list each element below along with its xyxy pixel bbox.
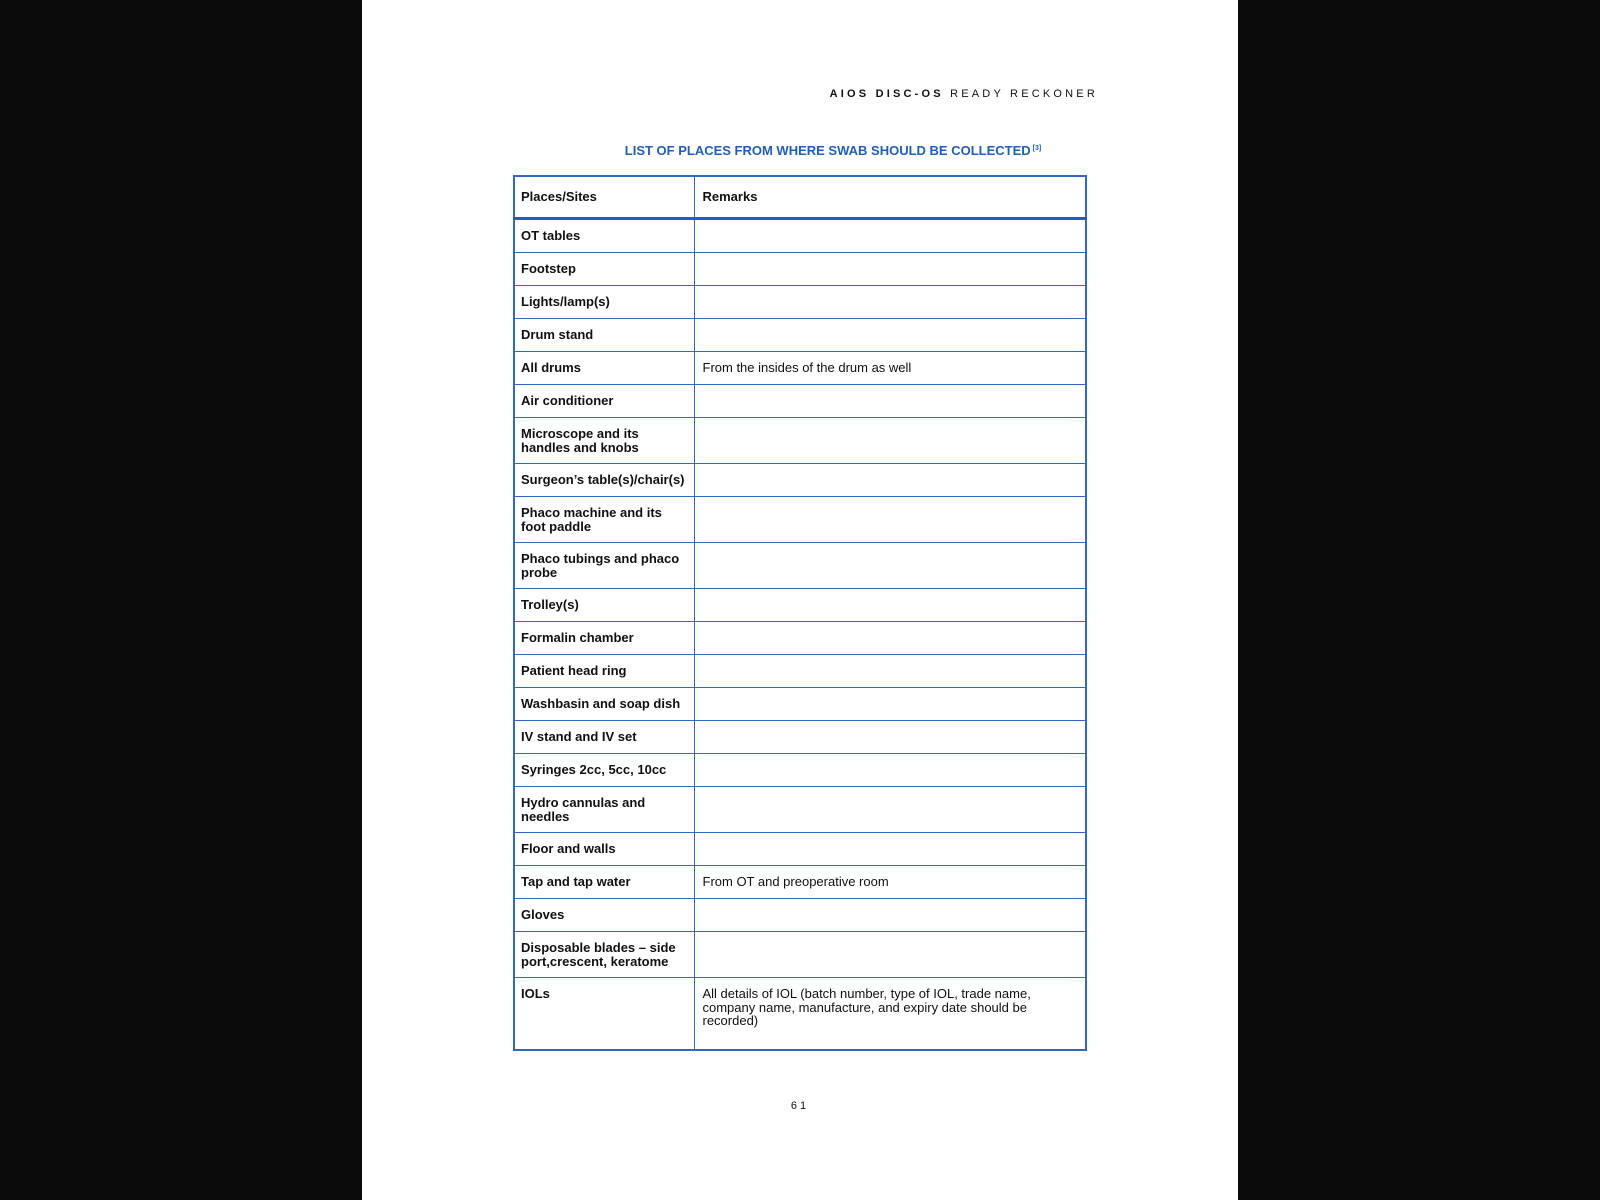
table-row <box>514 352 1086 385</box>
place-cell: Washbasin and soap dish <box>514 688 694 721</box>
remark-cell <box>694 497 1086 543</box>
place-cell: IV stand and IV set <box>514 721 694 754</box>
remark-cell <box>694 319 1086 352</box>
place-cell: OT tables <box>514 219 694 253</box>
remark-cell <box>694 787 1086 833</box>
table-row <box>514 219 1086 253</box>
remark-cell: From the insides of the drum as well <box>694 352 1086 385</box>
table-row <box>514 833 1086 866</box>
table-row <box>514 464 1086 497</box>
table-row <box>514 497 1086 543</box>
table-header-row <box>514 176 1086 219</box>
table-body <box>514 219 1086 1051</box>
table-row <box>514 319 1086 352</box>
table-row <box>514 721 1086 754</box>
place-cell: Gloves <box>514 899 694 932</box>
table-row <box>514 589 1086 622</box>
remark-cell: All details of IOL (batch number, type of IOL, trade name, company name, manufacture, and expiry date should be recorded) <box>694 978 1086 1051</box>
table-row <box>514 286 1086 319</box>
header-brand: AIOS DISC-OS <box>829 88 944 100</box>
remark-cell <box>694 655 1086 688</box>
table-row <box>514 253 1086 286</box>
page-number: 61 <box>790 1100 810 1112</box>
table-row <box>514 787 1086 833</box>
column-header-places: Places/Sites <box>514 176 694 219</box>
place-cell: Hydro cannulas and needles <box>514 787 694 833</box>
table-row <box>514 622 1086 655</box>
place-cell: IOLs <box>514 978 694 1051</box>
remark-cell <box>694 899 1086 932</box>
place-cell: Footstep <box>514 253 694 286</box>
remark-cell <box>694 418 1086 464</box>
place-cell: Tap and tap water <box>514 866 694 899</box>
table-row <box>514 899 1086 932</box>
header-subtitle: READY RECKONER <box>950 88 1098 100</box>
place-cell: Phaco machine and its foot paddle <box>514 497 694 543</box>
place-cell: Disposable blades – side port,crescent, keratome <box>514 932 694 978</box>
remark-cell <box>694 464 1086 497</box>
table-row <box>514 688 1086 721</box>
place-cell: Surgeon’s table(s)/chair(s) <box>514 464 694 497</box>
remark-cell <box>694 253 1086 286</box>
swab-sites-table <box>513 175 1087 1051</box>
remark-cell <box>694 688 1086 721</box>
remark-cell <box>694 754 1086 787</box>
table-row <box>514 866 1086 899</box>
table-row <box>514 655 1086 688</box>
table-row <box>514 754 1086 787</box>
document-page <box>362 0 1238 1200</box>
place-cell: Air conditioner <box>514 385 694 418</box>
place-cell: Phaco tubings and phaco probe <box>514 543 694 589</box>
remark-cell <box>694 543 1086 589</box>
column-header-remarks: Remarks <box>694 176 1086 219</box>
running-header <box>830 88 1098 100</box>
remark-cell <box>694 286 1086 319</box>
table-row <box>514 543 1086 589</box>
place-cell: Syringes 2cc, 5cc, 10cc <box>514 754 694 787</box>
remark-cell <box>694 833 1086 866</box>
table-title <box>362 143 1238 158</box>
place-cell: Lights/lamp(s) <box>514 286 694 319</box>
place-cell: Floor and walls <box>514 833 694 866</box>
reference-marker: [3] <box>1032 144 1042 152</box>
table-row <box>514 418 1086 464</box>
place-cell: Formalin chamber <box>514 622 694 655</box>
remark-cell <box>694 932 1086 978</box>
place-cell: Microscope and its handles and knobs <box>514 418 694 464</box>
table-row <box>514 978 1086 1051</box>
remark-cell <box>694 721 1086 754</box>
table-title-text: LIST OF PLACES FROM WHERE SWAB SHOULD BE COLLECTED <box>624 143 1031 158</box>
place-cell: Trolley(s) <box>514 589 694 622</box>
place-cell: Drum stand <box>514 319 694 352</box>
remark-cell: From OT and preoperative room <box>694 866 1086 899</box>
remark-cell <box>694 622 1086 655</box>
table-row <box>514 932 1086 978</box>
table-row <box>514 385 1086 418</box>
remark-cell <box>694 589 1086 622</box>
remark-cell <box>694 219 1086 253</box>
place-cell: All drums <box>514 352 694 385</box>
remark-cell <box>694 385 1086 418</box>
place-cell: Patient head ring <box>514 655 694 688</box>
